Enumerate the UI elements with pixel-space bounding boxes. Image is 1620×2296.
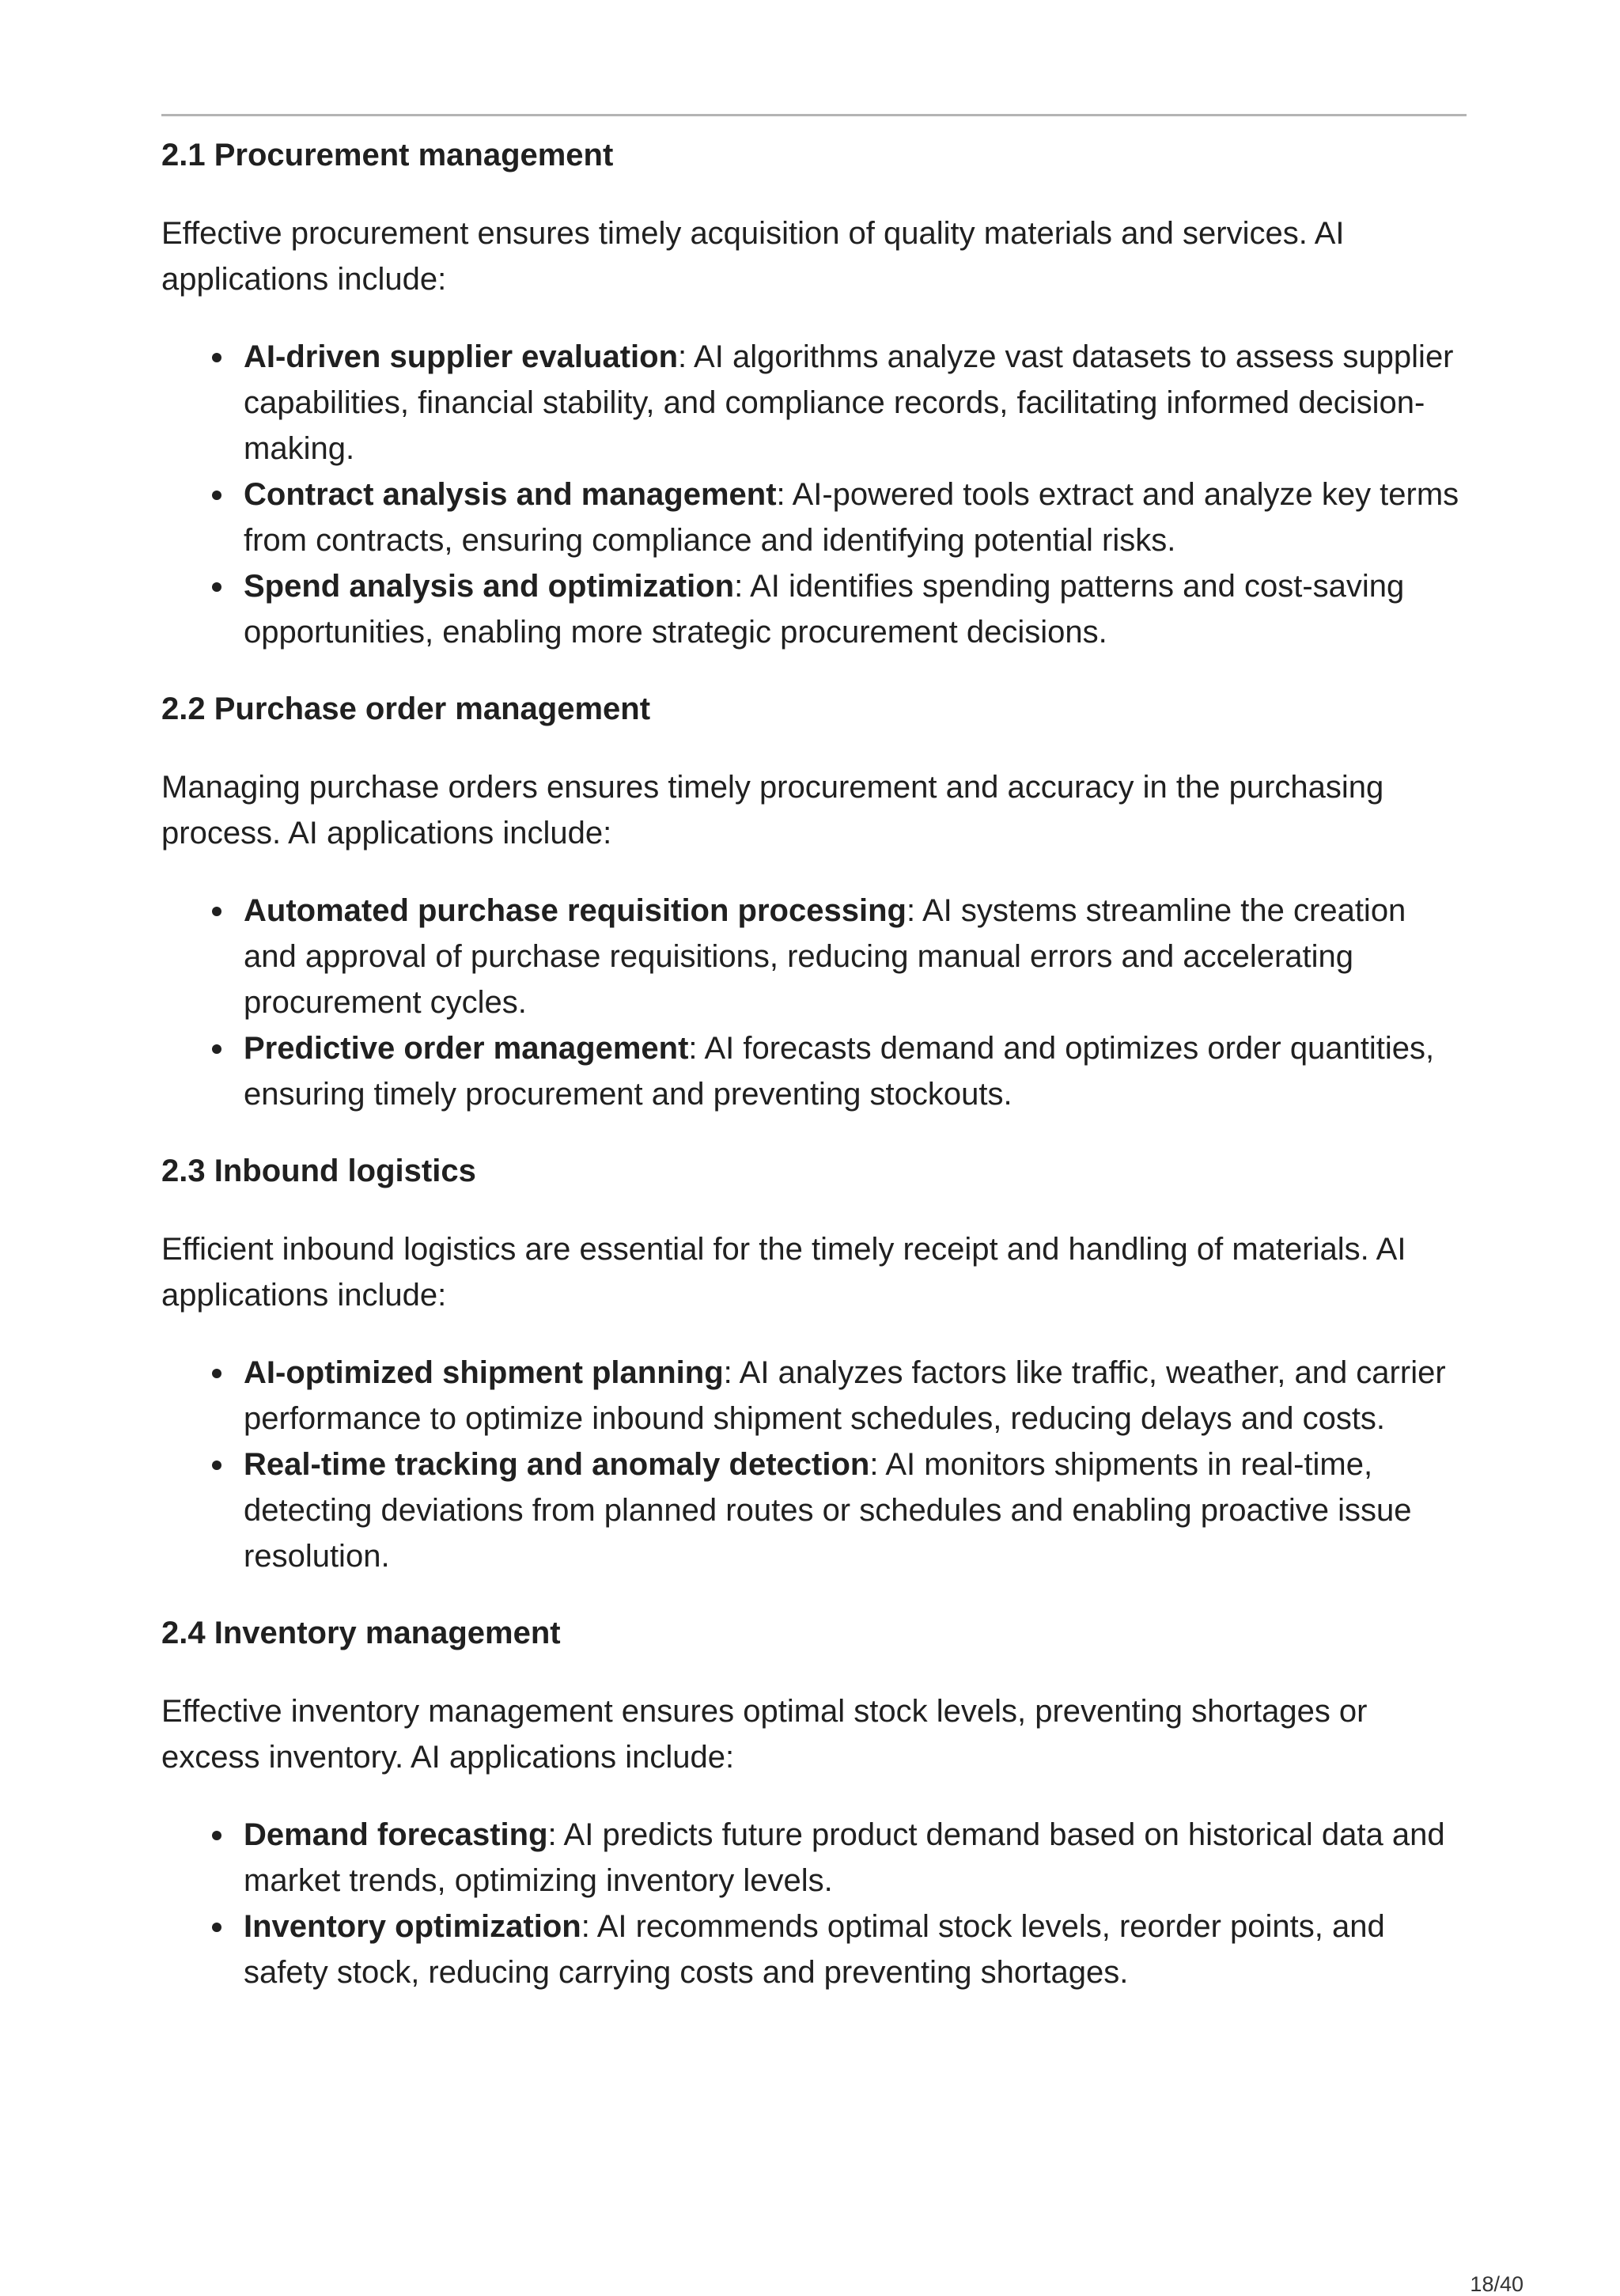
section-purchase-order-management — [161, 685, 1467, 1117]
list-item — [244, 1350, 1467, 1442]
bullet-list — [161, 1350, 1467, 1579]
item-description: : AI predicts future product demand based on historical data and market trends, optimizing inventory levels. — [244, 1817, 1445, 1898]
bullet-icon — [212, 1369, 221, 1378]
list-item — [244, 888, 1467, 1025]
list-item — [244, 334, 1467, 472]
item-term: Demand forecasting — [244, 1817, 548, 1852]
bullet-icon — [212, 1831, 221, 1840]
item-description: : AI systems streamline the creation and approval of purchase requisitions, reducing manual errors and accelerating procurement cycles. — [244, 893, 1406, 1020]
bullet-icon — [212, 1044, 221, 1054]
list-item — [244, 563, 1467, 655]
bullet-icon — [212, 1923, 221, 1932]
section-heading: 2.1 Procurement management — [161, 138, 614, 172]
item-description: : AI recommends optimal stock levels, reorder points, and safety stock, reducing carrying costs and preventing shortages. — [244, 1909, 1385, 1990]
bullet-list — [161, 1812, 1467, 1995]
bullet-icon — [212, 582, 221, 592]
section-heading: 2.4 Inventory management — [161, 1616, 561, 1650]
section-intro: Effective inventory management ensures optimal stock levels, preventing shortages or excess inventory. AI applications include: — [161, 1694, 1368, 1775]
item-term: Real-time tracking and anomaly detection — [244, 1447, 870, 1482]
bullet-list — [161, 888, 1467, 1117]
section-inbound-logistics — [161, 1147, 1467, 1579]
bullet-list — [161, 334, 1467, 655]
bullet-icon — [212, 353, 221, 362]
item-term: AI-optimized shipment planning — [244, 1355, 724, 1390]
item-description: : AI monitors shipments in real-time, detecting deviations from planned routes or schedules and enabling proactive issue resolution. — [244, 1447, 1412, 1574]
item-term: Contract analysis and management — [244, 477, 777, 512]
list-item — [244, 1025, 1467, 1117]
section-intro: Effective procurement ensures timely acquisition of quality materials and services. AI applications include: — [161, 216, 1345, 297]
item-term: AI-driven supplier evaluation — [244, 339, 679, 374]
item-description: : AI forecasts demand and optimizes order quantities, ensuring timely procurement and preventing stockouts. — [244, 1031, 1435, 1112]
item-term: Spend analysis and optimization — [244, 569, 735, 604]
item-description: : AI-powered tools extract and analyze key terms from contracts, ensuring compliance and identifying potential risks. — [244, 477, 1459, 558]
bullet-icon — [212, 1461, 221, 1470]
section-intro: Managing purchase orders ensures timely procurement and accuracy in the purchasing process. AI applications include: — [161, 770, 1384, 851]
item-description: : AI algorithms analyze vast datasets to assess supplier capabilities, financial stability, and compliance records, facilitating informed decision-making. — [244, 339, 1454, 466]
item-term: Predictive order management — [244, 1031, 689, 1066]
top-divider — [161, 114, 1467, 116]
item-term: Automated purchase requisition processing — [244, 893, 907, 928]
section-heading: 2.2 Purchase order management — [161, 691, 651, 726]
section-heading: 2.3 Inbound logistics — [161, 1154, 476, 1188]
section-intro: Efficient inbound logistics are essential for the timely receipt and handling of materials. AI applications include: — [161, 1232, 1406, 1313]
bullet-icon — [212, 491, 221, 500]
bullet-icon — [212, 907, 221, 916]
list-item — [244, 1812, 1467, 1904]
item-description: : AI identifies spending patterns and cost-saving opportunities, enabling more strategic procurement decisions. — [244, 569, 1405, 650]
list-item — [244, 1442, 1467, 1579]
list-item — [244, 1904, 1467, 1995]
section-inventory-management — [161, 1609, 1467, 1995]
document-content — [161, 131, 1467, 2025]
page-number: 18/40 — [1470, 2272, 1523, 2296]
list-item — [244, 472, 1467, 563]
section-procurement-management — [161, 131, 1467, 655]
item-description: : AI analyzes factors like traffic, weather, and carrier performance to optimize inbound shipment schedules, reducing delays and costs. — [244, 1355, 1446, 1436]
item-term: Inventory optimization — [244, 1909, 581, 1944]
